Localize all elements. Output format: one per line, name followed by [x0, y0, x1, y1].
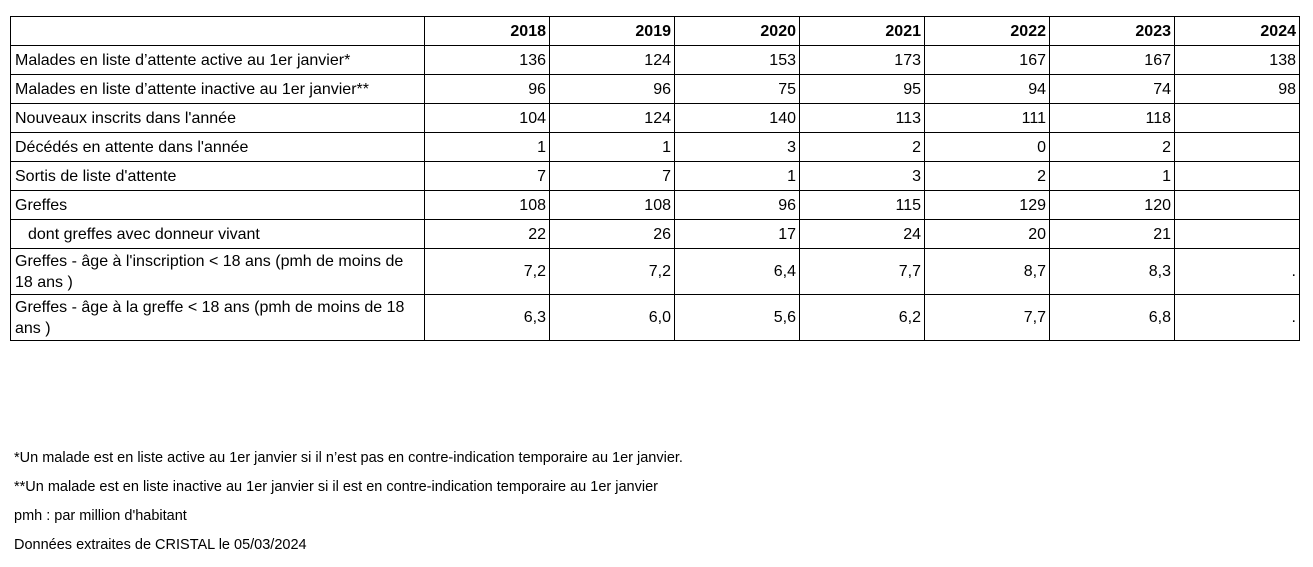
cell-value: 108	[550, 191, 675, 220]
cell-value: 1	[675, 162, 800, 191]
cell-value: 120	[1050, 191, 1175, 220]
cell-value: 173	[800, 46, 925, 75]
cell-value: 8,3	[1050, 249, 1175, 295]
cell-value: 2	[1050, 133, 1175, 162]
cell-value: 124	[550, 46, 675, 75]
table-row	[11, 295, 1300, 341]
cell-value: 138	[1175, 46, 1300, 75]
table-row	[11, 249, 1300, 295]
cell-value: 136	[425, 46, 550, 75]
cell-value: 7	[425, 162, 550, 191]
table-row	[11, 220, 1300, 249]
footnote-active-list: *Un malade est en liste active au 1er janvier si il n’est pas en contre-indication temporaire au 1er janvier.	[14, 450, 683, 466]
cell-value: 7,7	[800, 249, 925, 295]
row-label: Sortis de liste d'attente	[11, 162, 425, 191]
row-label: Greffes - âge à la greffe < 18 ans (pmh de moins de 18 ans )	[11, 295, 425, 341]
table-row	[11, 133, 1300, 162]
cell-value: 6,2	[800, 295, 925, 341]
table-row	[11, 46, 1300, 75]
cell-value: 115	[800, 191, 925, 220]
header-year-2021: 2021	[800, 17, 925, 46]
cell-value: 153	[675, 46, 800, 75]
cell-value: 129	[925, 191, 1050, 220]
cell-value: 0	[925, 133, 1050, 162]
footnote-pmh-definition: pmh : par million d'habitant	[14, 508, 187, 524]
header-year-2019: 2019	[550, 17, 675, 46]
cell-value	[1175, 220, 1300, 249]
table-row	[11, 191, 1300, 220]
cell-value: .	[1175, 295, 1300, 341]
table-row	[11, 162, 1300, 191]
header-year-2020: 2020	[675, 17, 800, 46]
cell-value	[1175, 191, 1300, 220]
header-year-2024: 2024	[1175, 17, 1300, 46]
cell-value: 7	[550, 162, 675, 191]
cell-value: 108	[425, 191, 550, 220]
row-label: dont greffes avec donneur vivant	[11, 220, 425, 249]
cell-value: 3	[800, 162, 925, 191]
cell-value: 6,4	[675, 249, 800, 295]
cell-value: .	[1175, 249, 1300, 295]
cell-value: 118	[1050, 104, 1175, 133]
cell-value: 6,0	[550, 295, 675, 341]
cell-value: 8,7	[925, 249, 1050, 295]
table-row	[11, 104, 1300, 133]
footnote-data-source: Données extraites de CRISTAL le 05/03/2024	[14, 537, 307, 553]
cell-value	[1175, 104, 1300, 133]
cell-value: 1	[550, 133, 675, 162]
row-label: Malades en liste d’attente active au 1er janvier*	[11, 46, 425, 75]
header-year-2023: 2023	[1050, 17, 1175, 46]
cell-value: 20	[925, 220, 1050, 249]
table-row	[11, 75, 1300, 104]
header-year-2022: 2022	[925, 17, 1050, 46]
cell-value: 7,2	[550, 249, 675, 295]
cell-value: 6,3	[425, 295, 550, 341]
cell-value: 167	[1050, 46, 1175, 75]
cell-value: 124	[550, 104, 675, 133]
header-row	[11, 17, 1300, 46]
cell-value: 1	[425, 133, 550, 162]
row-label: Nouveaux inscrits dans l'année	[11, 104, 425, 133]
cell-value: 167	[925, 46, 1050, 75]
cell-value: 74	[1050, 75, 1175, 104]
row-label: Greffes - âge à l'inscription < 18 ans (pmh de moins de 18 ans )	[11, 249, 425, 295]
cell-value: 96	[425, 75, 550, 104]
header-cell-empty	[11, 17, 425, 46]
data-table	[10, 16, 1300, 341]
cell-value: 7,2	[425, 249, 550, 295]
cell-value: 75	[675, 75, 800, 104]
cell-value: 94	[925, 75, 1050, 104]
cell-value: 1	[1050, 162, 1175, 191]
cell-value: 24	[800, 220, 925, 249]
cell-value: 96	[675, 191, 800, 220]
cell-value: 5,6	[675, 295, 800, 341]
footnotes	[14, 444, 683, 560]
cell-value: 7,7	[925, 295, 1050, 341]
cell-value: 95	[800, 75, 925, 104]
row-label: Greffes	[11, 191, 425, 220]
cell-value: 6,8	[1050, 295, 1175, 341]
cell-value	[1175, 133, 1300, 162]
cell-value: 104	[425, 104, 550, 133]
header-year-2018: 2018	[425, 17, 550, 46]
cell-value	[1175, 162, 1300, 191]
cell-value: 2	[925, 162, 1050, 191]
cell-value: 3	[675, 133, 800, 162]
cell-value: 17	[675, 220, 800, 249]
row-label: Malades en liste d’attente inactive au 1er janvier**	[11, 75, 425, 104]
row-label: Décédés en attente dans l'année	[11, 133, 425, 162]
footnote-inactive-list: **Un malade est en liste inactive au 1er janvier si il est en contre-indication temporaire au 1er janvier	[14, 479, 658, 495]
cell-value: 21	[1050, 220, 1175, 249]
cell-value: 113	[800, 104, 925, 133]
cell-value: 22	[425, 220, 550, 249]
cell-value: 96	[550, 75, 675, 104]
cell-value: 2	[800, 133, 925, 162]
cell-value: 111	[925, 104, 1050, 133]
cell-value: 140	[675, 104, 800, 133]
cell-value: 98	[1175, 75, 1300, 104]
cell-value: 26	[550, 220, 675, 249]
